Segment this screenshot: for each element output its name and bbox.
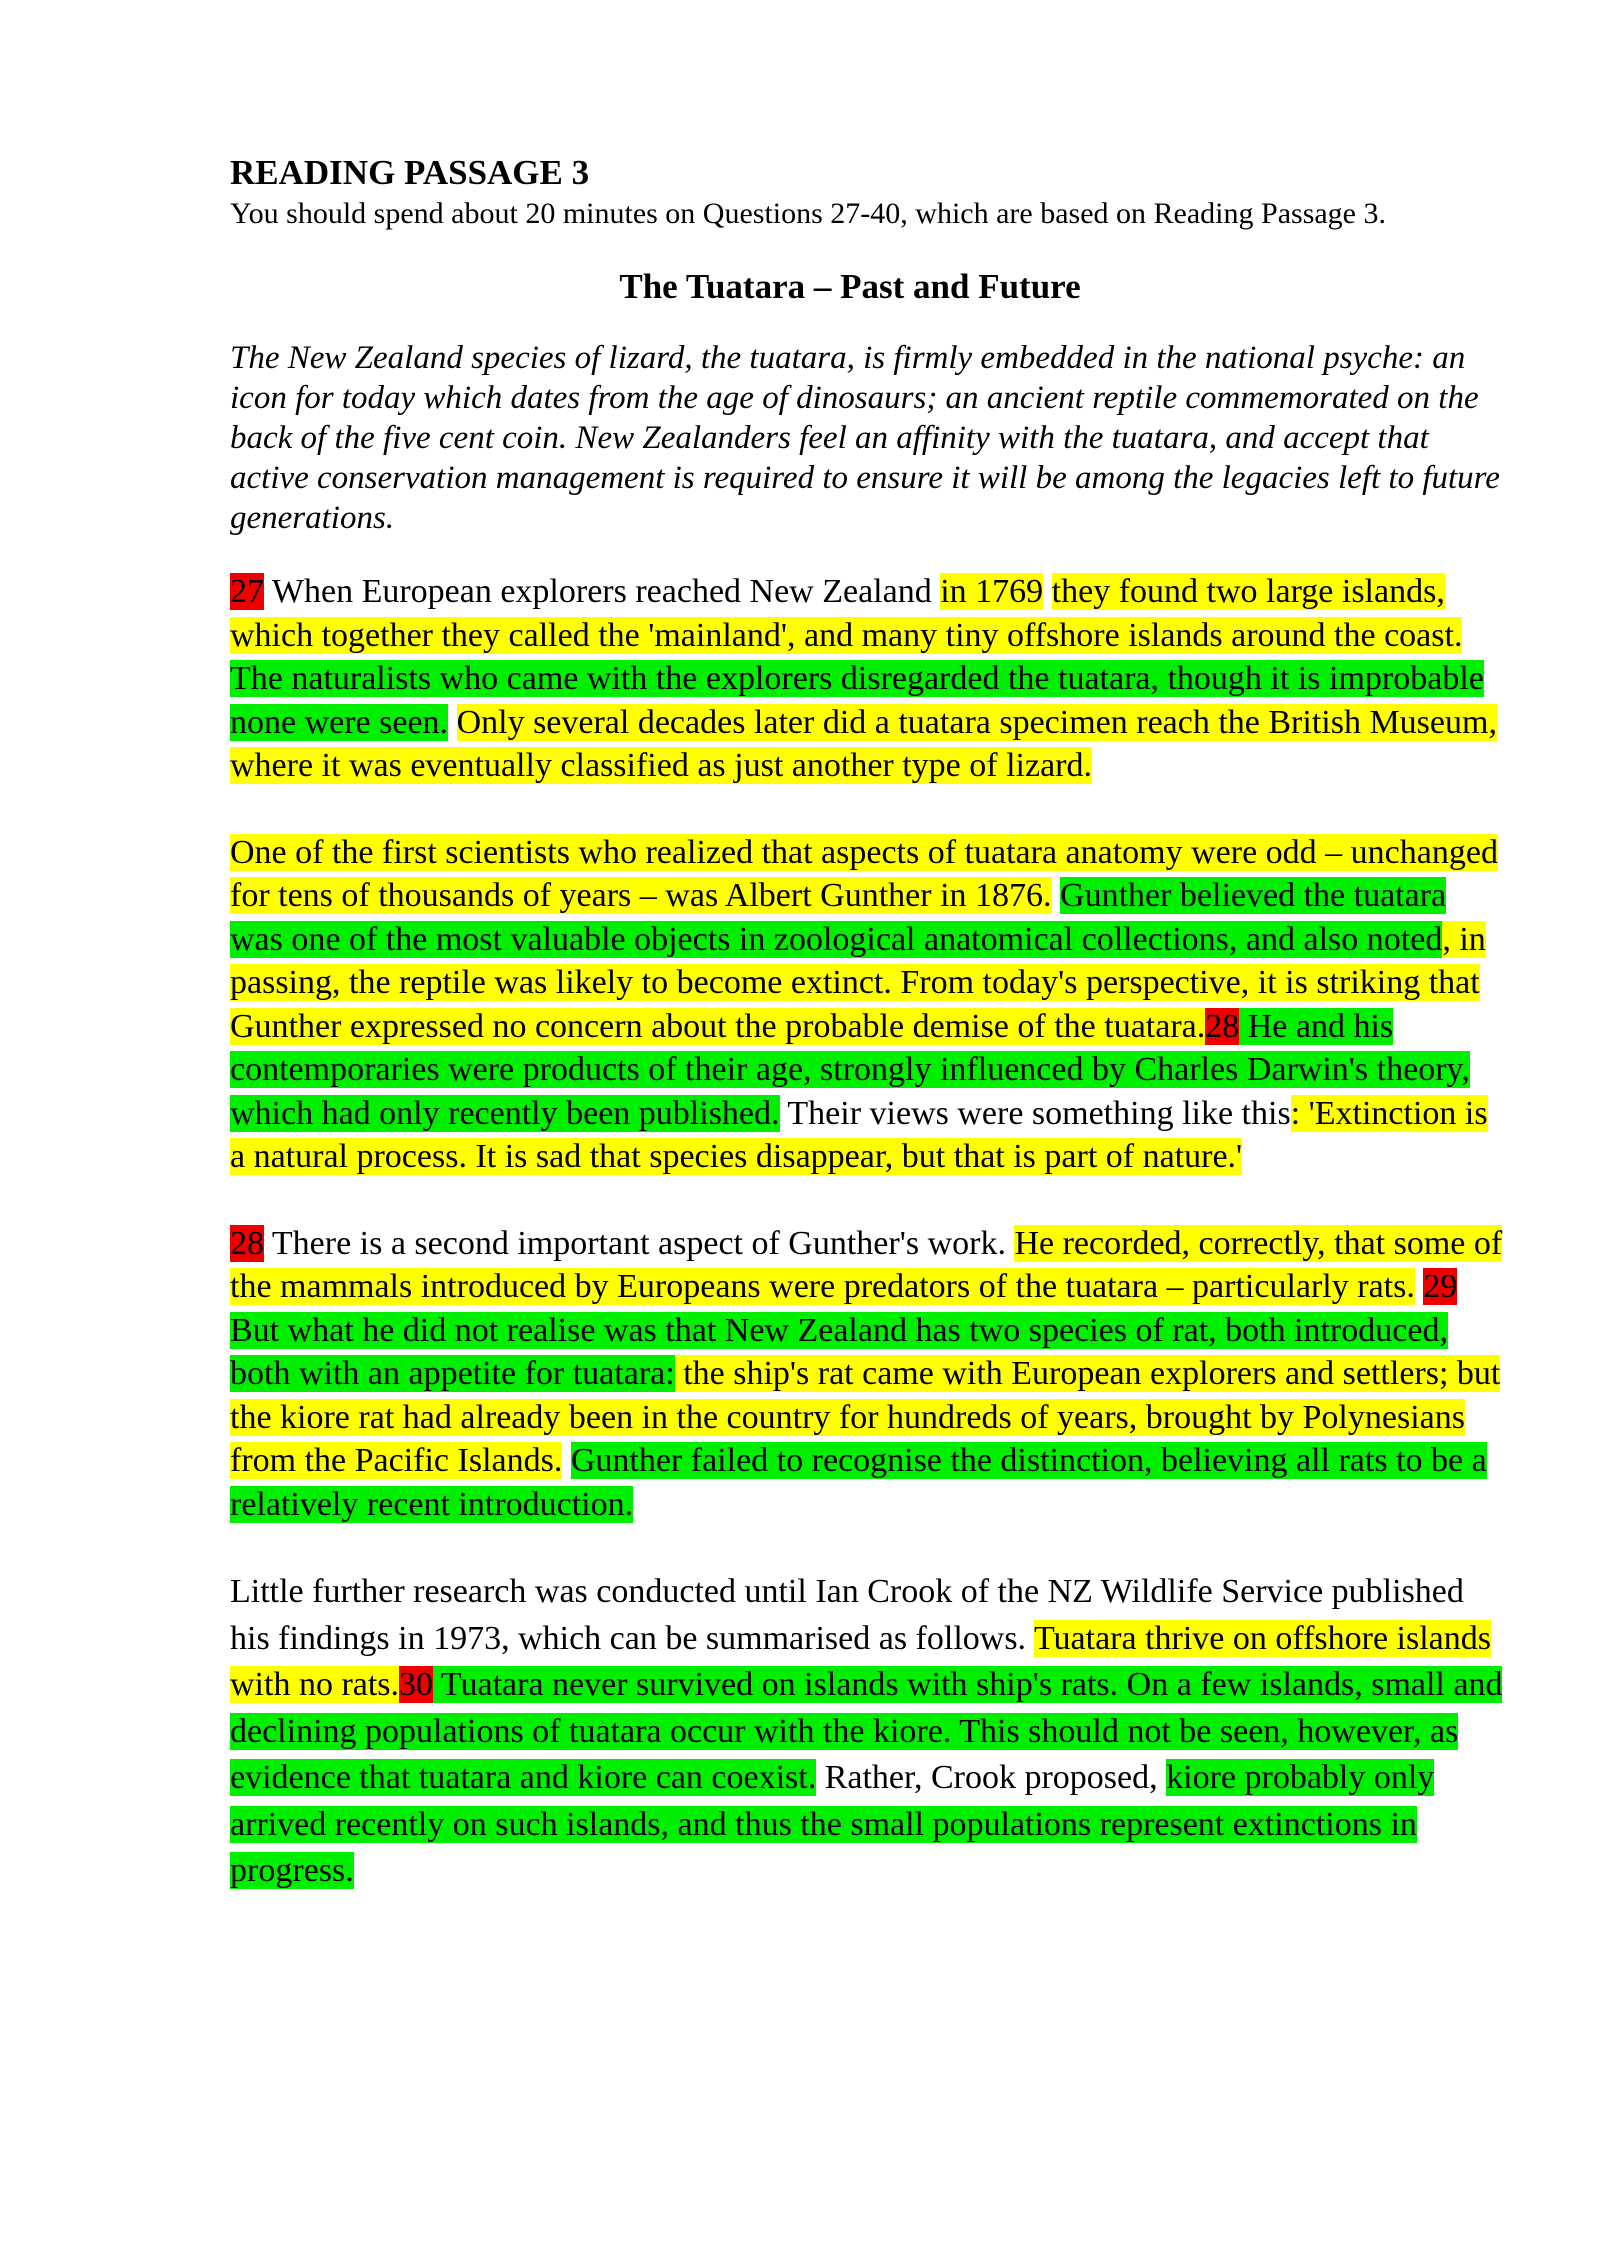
highlighted-text-green: But what he did not realise was that New Zealand has two species of rat, both introduced, both with an appetite for tuatara: <box>230 1311 1448 1392</box>
highlighted-text-yellow: in 1769 <box>940 573 1044 610</box>
highlighted-text-green: The naturalists who came with the explorers disregarded the tuatara, though it is improbable none were seen. <box>230 660 1484 741</box>
plain-text: When European explorers reached New Zealand <box>264 573 941 610</box>
plain-text: Little further research was conducted until Ian Crook of the NZ Wildlife Service published his findings in 1973, which can be summarised as follows. <box>230 1573 1464 1657</box>
highlighted-text-yellow: One of the first scientists who realized that aspects of tuatara anatomy were odd – unchanged for tens of thousands of years – was Albert Gunther in 1876. <box>230 833 1498 914</box>
plain-text <box>562 1442 571 1479</box>
highlighted-text-yellow: , in passing, the reptile was likely to become extinct. From today's perspective, it is striking that Gunther expressed no concern about the probable demise of the tuatara. <box>230 920 1486 1045</box>
instructions-text: You should spend about 20 minutes on Questions 27-40, which are based on Reading Passage 3. <box>230 197 1386 230</box>
highlighted-text-green: He and his contemporaries were products of their age, strongly influenced by Charles Darwin's theory, which had only recently been published. <box>230 1007 1470 1132</box>
highlighted-text-green: Gunther believed the tuatara was one of the most valuable objects in zoological anatomical collections, and also noted <box>230 877 1447 958</box>
body-paragraph-2 <box>230 831 1505 1179</box>
question-number-marker: 28 <box>230 1224 264 1262</box>
highlighted-text-green: Gunther failed to recognise the distinction, believing all rats to be a relatively recent introduction. <box>230 1442 1487 1523</box>
body-paragraph-3 <box>230 1222 1505 1527</box>
highlighted-text-green: kiore probably only arrived recently on such islands, and thus the small populations represent extinctions in progress. <box>230 1759 1435 1889</box>
intro-paragraph: The New Zealand species of lizard, the tuatara, is firmly embedded in the national psyche: an icon for today which dates from the age of dinosaurs; an ancient reptile commemorated on the back of the five cent coin. New Zealanders feel an affinity with the tuatara, and accept that active conservation management is required to ensure it will be among the legacies left to future generations. <box>230 340 1500 536</box>
passage-heading: READING PASSAGE 3 <box>230 153 590 192</box>
highlighted-text-yellow: they found two large islands, which together they called the 'mainland', and many tiny offshore islands around the coast. <box>230 573 1463 654</box>
passage-content <box>230 152 1520 1895</box>
highlighted-text-yellow: the ship's rat came with European explorers and settlers; but the kiore rat had already been in the country for hundreds of years, brought by Polynesians from the Pacific Islands. <box>230 1355 1501 1479</box>
plain-text <box>448 704 457 741</box>
plain-text <box>1043 573 1052 610</box>
highlighted-text-green: Tuatara never survived on islands with ship's rats. On a few islands, small and declining populations of tuatara occur with the kiore. This should not be seen, however, as evidence that tuatara and kiore can coexist. <box>230 1666 1503 1796</box>
highlighted-text-yellow: Tuatara thrive on offshore islands with no rats. <box>230 1619 1491 1703</box>
question-number-marker: 30 <box>399 1666 434 1703</box>
plain-text <box>1052 877 1061 914</box>
question-number-marker: 29 <box>1423 1268 1458 1305</box>
highlighted-text-yellow: He recorded, correctly, that some of the mammals introduced by Europeans were predators of the tuatara – particularly rats. <box>230 1224 1503 1305</box>
question-number-marker: 27 <box>230 573 264 610</box>
plain-text: Rather, Crook proposed, <box>816 1759 1167 1796</box>
question-number-marker: 28 <box>1205 1007 1240 1045</box>
body-paragraph-1 <box>230 570 1505 788</box>
passage-title: The Tuatara – Past and Future <box>619 267 1081 306</box>
body-paragraph-4 <box>230 1569 1505 1895</box>
highlighted-text-yellow: Only several decades later did a tuatara specimen reach the British Museum, where it was eventually classified as just another type of lizard. <box>230 703 1497 784</box>
plain-text: Their views were something like this <box>779 1094 1291 1132</box>
highlighted-text-yellow: : 'Extinction is a natural process. It is sad that species disappear, but that is part of nature.' <box>230 1094 1488 1175</box>
plain-text: There is a second important aspect of Gunther's work. <box>264 1224 1015 1262</box>
